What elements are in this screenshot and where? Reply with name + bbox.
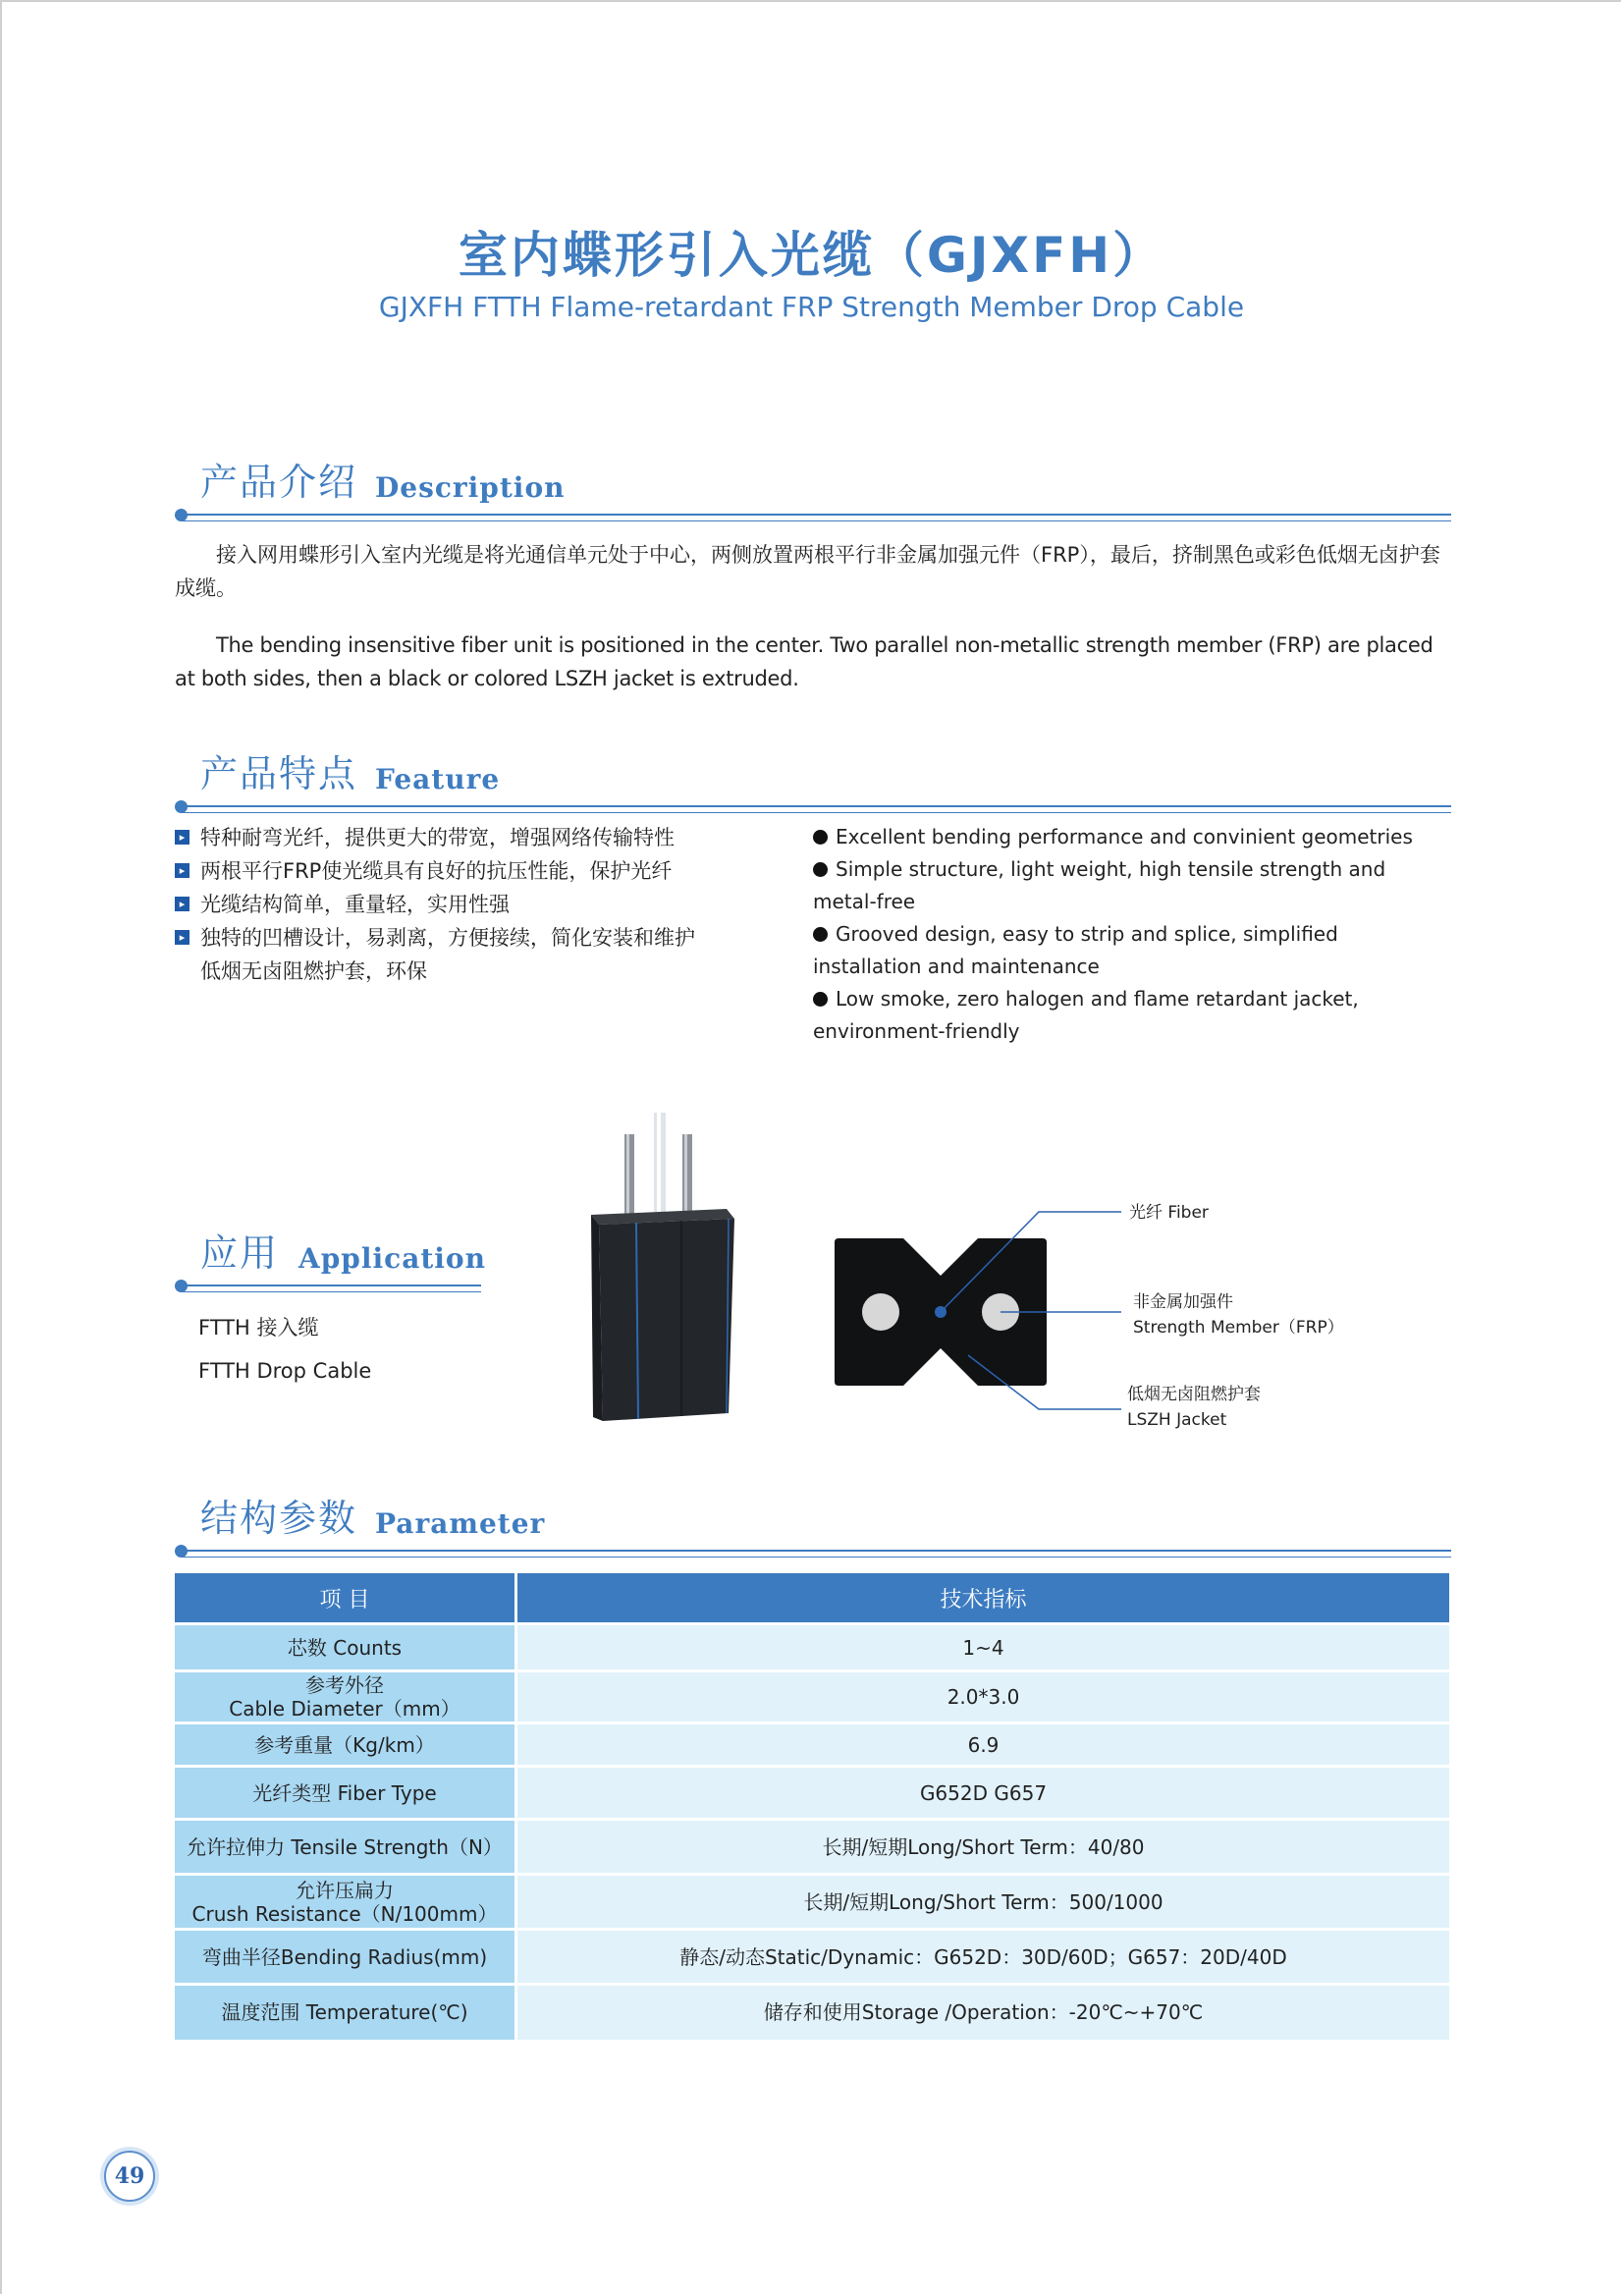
table-cell-value: 6.9: [516, 1723, 1450, 1767]
table-cell-value: 长期/短期Long/Short Term：500/1000: [516, 1875, 1450, 1930]
parameter-heading-en: Parameter: [375, 1507, 546, 1540]
description-heading-cn: 产品介绍: [200, 461, 358, 504]
table-row: [175, 1820, 1449, 1875]
application-line-en: FTTH Drop Cable: [198, 1359, 372, 1383]
arrow-bullet-icon: ▸: [175, 897, 189, 911]
list-item: ▸ 光缆结构简单，重量轻，实用性强: [175, 888, 725, 921]
frp-member-left: [862, 1293, 899, 1331]
bullet-dot-icon: [813, 927, 828, 942]
list-item: ▸ 独特的凹槽设计，易剥离，方便接续，简化安装和维护: [175, 921, 725, 955]
feature-list-en: [813, 821, 1451, 1048]
table-cell-value: 静态/动态Static/Dynamic：G652D：30D/60D；G657：20D/40D: [516, 1930, 1450, 1985]
application-line-cn: FTTH 接入缆: [198, 1316, 319, 1339]
page-subtitle: GJXFH FTTH Flame-retardant FRP Strength Member Drop Cable: [378, 291, 1245, 323]
table-cell-value: 长期/短期Long/Short Term：40/80: [516, 1820, 1450, 1875]
table-cell-value: G652D G657: [516, 1767, 1450, 1820]
arrow-bullet-icon: ▸: [175, 930, 189, 945]
table-row: [175, 1723, 1449, 1767]
table-row: [175, 1985, 1449, 2040]
bullet-dot-icon: [175, 1280, 188, 1292]
bullet-dot-icon: [175, 1545, 188, 1558]
table-row: [175, 1624, 1449, 1671]
table-row: [175, 1767, 1449, 1820]
bullet-dot-icon: [813, 992, 828, 1007]
list-item: Grooved design, easy to strip and splice, simplified installation and maintenance: [813, 922, 1338, 978]
bullet-dot-icon: [813, 862, 828, 877]
application-heading-en: Application: [298, 1242, 486, 1275]
list-item: Low smoke, zero halogen and flame retardant jacket, environment-friendly: [813, 987, 1359, 1043]
arrow-bullet-icon: ▸: [175, 863, 189, 878]
description-heading: [175, 457, 1451, 516]
feature-list-cn: [175, 821, 725, 988]
bullet-dot-icon: [175, 800, 188, 813]
bullet-dot-icon: [175, 509, 188, 521]
table-row: [175, 1875, 1449, 1930]
list-item: ▸ 特种耐弯光纤，提供更大的带宽，增强网络传输特性: [175, 821, 725, 854]
list-item: ▸ 两根平行FRP使光缆具有良好的抗压性能，保护光纤: [175, 854, 725, 888]
page-number: 49: [104, 2151, 155, 2202]
list-item: 低烟无卤阻燃护套，环保: [200, 959, 427, 983]
feature-heading-en: Feature: [375, 763, 501, 795]
table-cell-value: 2.0*3.0: [516, 1671, 1450, 1723]
col-header-spec: 技术指标: [516, 1573, 1450, 1624]
table-cell-key: 参考重量（Kg/km）: [175, 1723, 516, 1767]
bullet-dot-icon: [813, 830, 828, 845]
description-text-cn: 接入网用蝶形引入室内光缆是将光通信单元处于中心，两侧放置两根平行非金属加强元件（FRP），最后，挤制黑色或彩色低烟无卤护套成缆。: [175, 543, 1440, 600]
list-item: Simple structure, light weight, high tensile strength and metal-free: [813, 857, 1386, 913]
parameter-table: [175, 1573, 1449, 2040]
feature-heading-cn: 产品特点: [200, 752, 358, 795]
col-header-item: 项 目: [175, 1573, 516, 1624]
table-cell-key: 弯曲半径Bending Radius(mm): [175, 1930, 516, 1985]
arrow-bullet-icon: ▸: [175, 830, 189, 845]
page-title: 室内蝶形引入光缆（GJXFH）: [458, 227, 1165, 284]
table-cell-key: 允许压扁力 Crush Resistance（N/100mm）: [175, 1875, 516, 1930]
table-header-row: [175, 1573, 1449, 1624]
table-cell-value: 储存和使用Storage /Operation：-20℃~+70℃: [516, 1985, 1450, 2040]
application-heading-cn: 应用: [200, 1231, 280, 1275]
table-cell-value: 1~4: [516, 1624, 1450, 1671]
feature-heading: [175, 748, 1451, 807]
table-cell-key: 芯数 Counts: [175, 1624, 516, 1671]
table-cell-key: 允许拉伸力 Tensile Strength（N）: [175, 1820, 516, 1875]
table-cell-key: 温度范围 Temperature(℃): [175, 1985, 516, 2040]
cable-product-image: [579, 1105, 746, 1429]
application-heading: [175, 1228, 486, 1286]
list-item: Excellent bending performance and convinient geometries: [813, 821, 1451, 853]
table-row: [175, 1930, 1449, 1985]
table-cell-key: 光纤类型 Fiber Type: [175, 1767, 516, 1820]
table-row: [175, 1671, 1449, 1723]
description-heading-en: Description: [375, 471, 566, 504]
parameter-heading: [175, 1493, 1451, 1552]
parameter-heading-cn: 结构参数: [200, 1497, 358, 1540]
strength-member-label: 非金属加强件 Strength Member（FRP）: [1133, 1292, 1344, 1338]
description-text-en: The bending insensitive fiber unit is positioned in the center. Two parallel non-metallic strength member (FRP) are placed at both sides, then a black or colored LSZH jacket is extruded.: [175, 633, 1434, 690]
jacket-label: 低烟无卤阻燃护套 LSZH Jacket: [1127, 1385, 1261, 1430]
fiber-label: 光纤 Fiber: [1129, 1203, 1209, 1223]
table-cell-key: 参考外径 Cable Diameter（mm）: [175, 1671, 516, 1723]
